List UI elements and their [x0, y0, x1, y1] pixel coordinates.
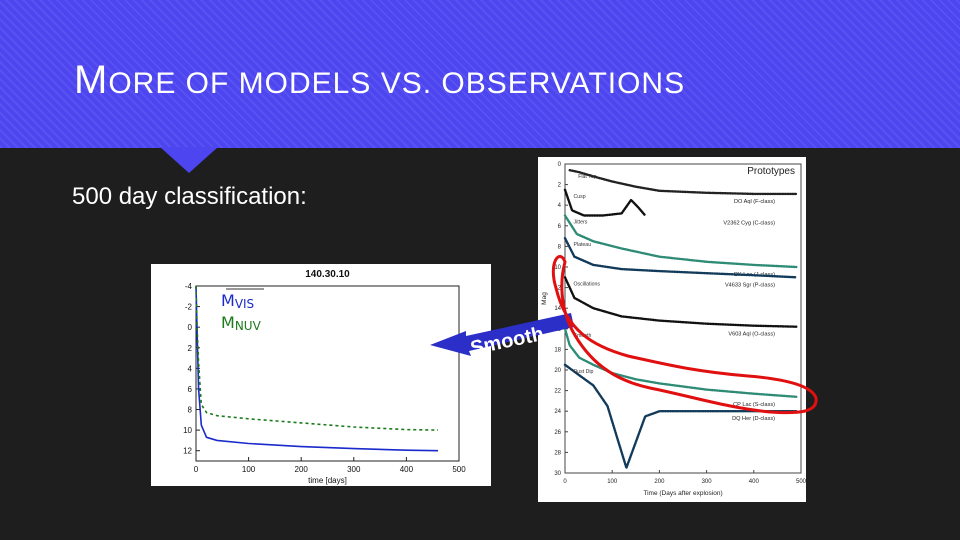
- legend-main: M: [221, 313, 235, 332]
- y-tick-label: 6: [557, 223, 561, 230]
- legend-sub: VIS: [234, 297, 255, 311]
- class-label: V4633 Sgr (P-class): [724, 282, 775, 289]
- y-tick-label: 8: [187, 405, 192, 415]
- class-label: DK Lac (J-class): [733, 272, 775, 278]
- x-tick-label: 400: [748, 479, 759, 485]
- y-tick-label: 28: [554, 450, 561, 457]
- y-tick-label: 6: [187, 384, 192, 394]
- chart-title: Prototypes: [747, 166, 795, 177]
- annotation-label: Plateau: [573, 242, 592, 249]
- x-tick-label: 300: [347, 465, 361, 474]
- y-tick-label: -4: [184, 282, 192, 291]
- y-tick-label: 0: [187, 323, 192, 333]
- x-tick-label: 300: [701, 479, 712, 485]
- annotation-label: Oscillations: [573, 281, 601, 288]
- y-tick-label: 22: [554, 388, 561, 395]
- y-tick-label: 14: [554, 306, 561, 313]
- annotation-label: Dust Dip: [573, 368, 594, 375]
- slide-subtitle: 500 day classification:: [72, 183, 307, 210]
- x-tick-label: 400: [399, 465, 414, 474]
- annotation-label: Smooth: [573, 332, 592, 339]
- legend-sub: NUV: [234, 319, 261, 333]
- class-label: V603 Aql (O-class): [728, 331, 775, 338]
- x-axis-label: Time (Days after explosion): [643, 490, 723, 497]
- annotation-label: Cusp: [573, 193, 586, 200]
- y-tick-label: 24: [554, 409, 561, 416]
- y-axis-label: Mag: [541, 292, 548, 305]
- title-first-letter: M: [74, 58, 109, 102]
- class-label: V2362 Cyg (C-class): [723, 220, 775, 227]
- y-tick-label: 10: [183, 426, 192, 436]
- x-tick-label: 500: [795, 479, 806, 485]
- class-label: CP Lac (S-class): [733, 401, 775, 408]
- y-tick-label: 12: [554, 285, 561, 292]
- smooth-class-highlight: [553, 256, 816, 412]
- y-tick-label: 2: [557, 182, 561, 189]
- x-tick-label: 500: [452, 465, 466, 474]
- y-tick-label: 8: [557, 244, 561, 251]
- title-rest: ORE OF MODELS VS. OBSERVATIONS: [108, 67, 686, 100]
- y-tick-label: 18: [554, 347, 561, 354]
- chart-title: 140.30.10: [305, 269, 350, 280]
- y-tick-label: 10: [554, 265, 561, 271]
- x-tick-label: 100: [241, 465, 256, 474]
- x-tick-label: 0: [563, 479, 567, 485]
- x-tick-label: 0: [193, 465, 199, 474]
- smooth-label: Smooth: [468, 322, 546, 360]
- class-label: DQ Her (D-class): [732, 416, 775, 423]
- x-tick-label: 200: [654, 479, 665, 485]
- y-tick-label: 20: [554, 368, 561, 374]
- y-tick-label: 30: [554, 471, 561, 477]
- y-tick-label: -2: [184, 302, 192, 312]
- y-tick-label: 4: [187, 364, 192, 374]
- annotation-label: Jitters: [573, 219, 588, 226]
- y-tick-label: 0: [557, 162, 561, 168]
- y-tick-label: 2: [187, 343, 192, 353]
- x-tick-label: 100: [607, 479, 618, 485]
- y-tick-label: 12: [183, 446, 192, 456]
- class-label: DO Aql (F-class): [733, 198, 775, 205]
- y-tick-label: 4: [557, 203, 561, 210]
- x-tick-label: 200: [294, 465, 308, 474]
- legend-main: M: [221, 291, 235, 310]
- y-tick-label: 26: [554, 429, 561, 436]
- x-axis-label: time [days]: [308, 476, 347, 485]
- annotation-label: Flat Top: [578, 174, 597, 181]
